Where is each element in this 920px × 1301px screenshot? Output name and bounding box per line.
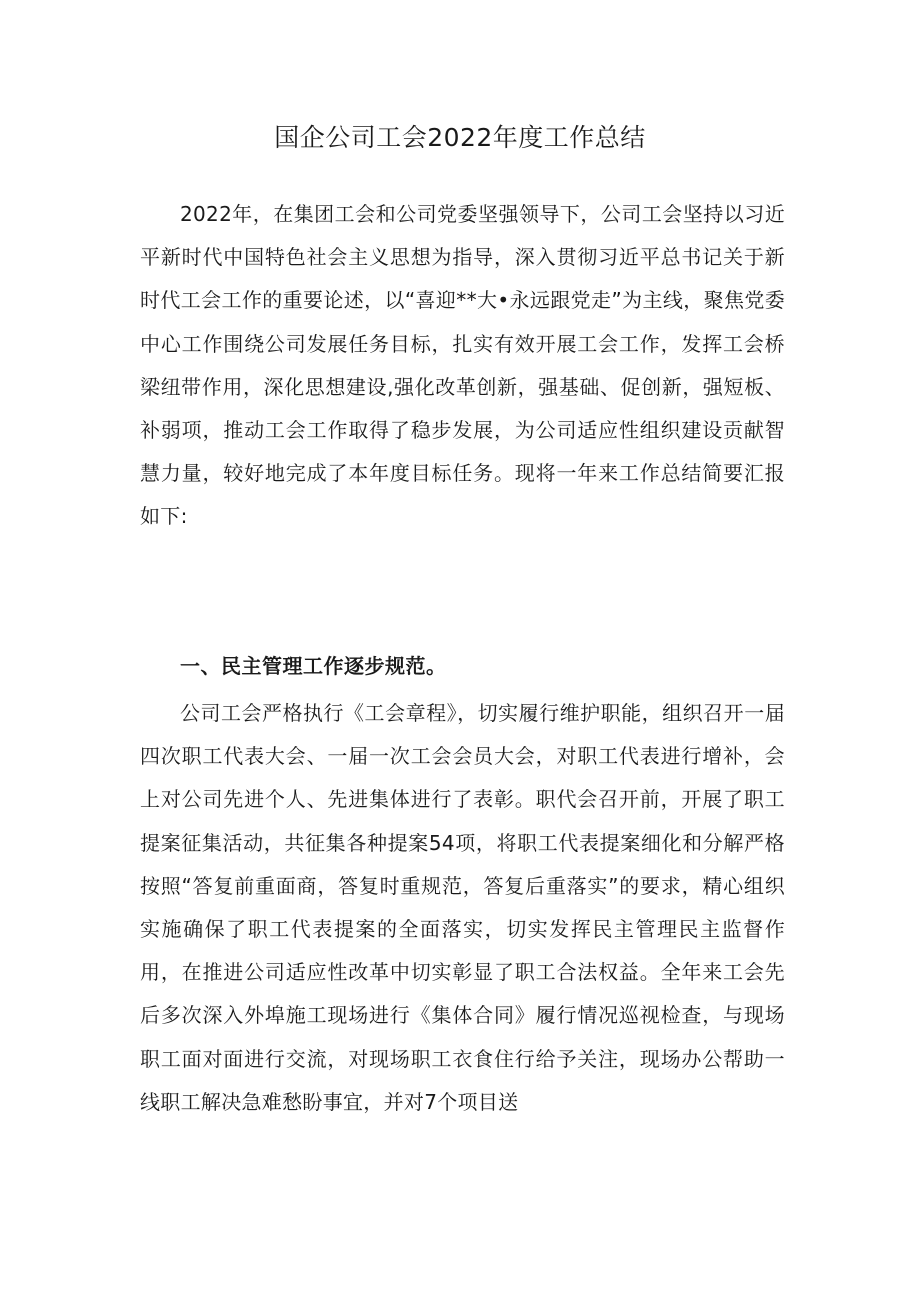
- document-title: 国企公司工会2022年度工作总结: [274, 123, 646, 152]
- intro-paragraph: 2022年，在集团工会和公司党委坚强领导下，公司工会坚持以习近平新时代中国特色社会主义思想为指导，深入贯彻习近平总书记关于新时代工会工作的重要论述，以“喜迎**大•永远跟党走”为主线，聚焦党委中心工作围绕公司发展任务目标，扎实有效开展工会工作，发挥工会桥梁纽带作用，深化思想建设,强化改革创新，强基础、促创新，强短板、补弱项，推动工会工作取得了稳步发展，为公司适应性组织建设贡献智慧力量，较好地完成了本年度目标任务。现将一年来工作总结简要汇报如下:: [140, 202, 785, 529]
- section-paragraph: 公司工会严格执行《工会章程》，切实履行维护职能，组织召开一届四次职工代表大会、一届一次工会会员大会，对职工代表进行增补，会上对公司先进个人、先进集体进行了表彰。职代会召开前，开展了职工提案征集活动，共征集各种提案54项，将职工代表提案细化和分解严格按照“答复前重面商，答复时重规范，答复后重落实”的要求，精心组织实施确保了职工代表提案的全面落实，切实发挥民主管理民主监督作用，在推进公司适应性改革中切实彰显了职工合法权益。全年来工会先后多次深入外埠施工现场进行《集体合同》履行情况巡视检查，与现场职工面对面进行交流，对现场职工衣食住行给予关注，现场办公帮助一线职工解决急难愁盼事宜，并对7个项目送: [140, 701, 785, 1114]
- section-heading: 一、民主管理工作逐步规范。: [180, 654, 447, 678]
